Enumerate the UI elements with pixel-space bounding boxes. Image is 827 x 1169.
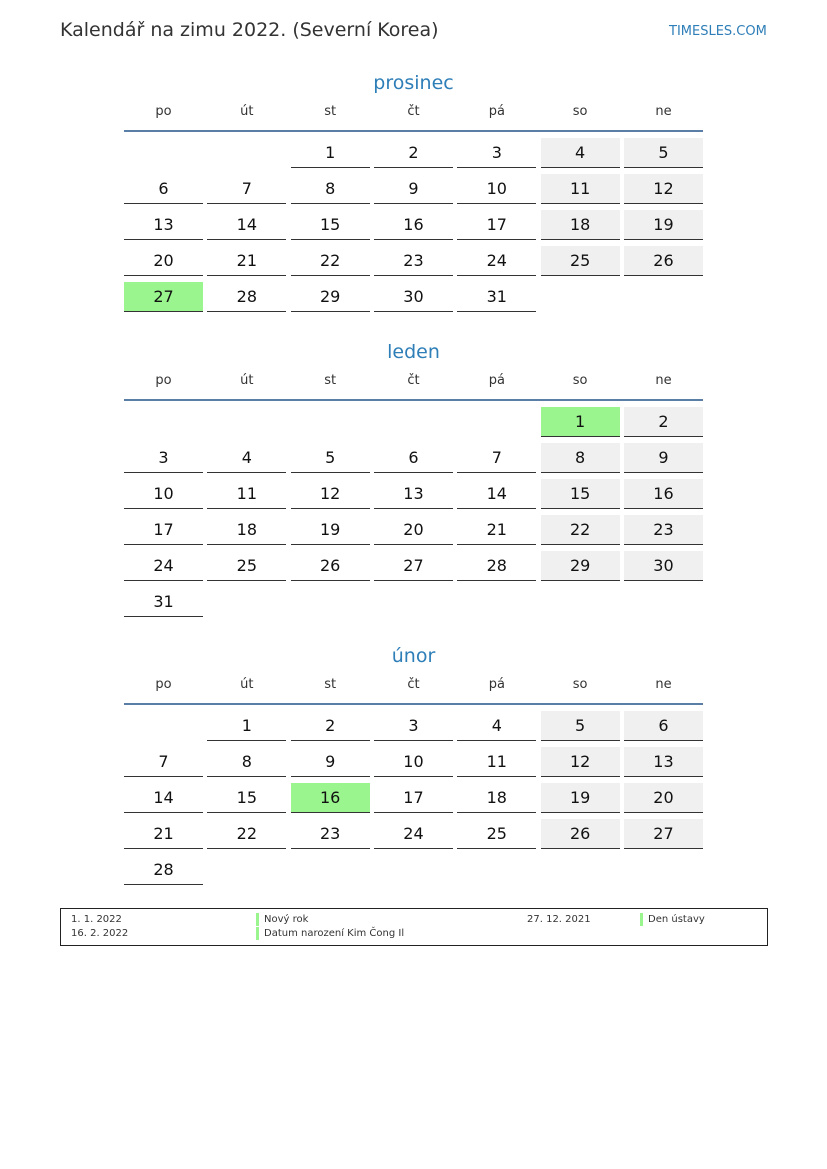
weekday-label: čt xyxy=(407,373,420,388)
weekday-label: čt xyxy=(407,677,420,692)
week-row xyxy=(124,479,703,515)
day-cell: 3 xyxy=(124,443,203,473)
day-cell: 21 xyxy=(124,819,203,849)
empty-day-cell xyxy=(124,138,203,168)
day-cell: 29 xyxy=(291,282,370,312)
weekend-day-cell: 19 xyxy=(624,210,703,240)
legend-date: 1. 1. 2022 xyxy=(71,914,122,925)
weekday-label: so xyxy=(572,677,588,692)
day-cell: 5 xyxy=(291,443,370,473)
empty-day-cell xyxy=(374,587,453,617)
weekday-label: st xyxy=(324,677,337,692)
weekday-header xyxy=(124,104,703,132)
day-cell: 9 xyxy=(291,747,370,777)
weekend-day-cell: 11 xyxy=(541,174,620,204)
day-cell: 2 xyxy=(291,711,370,741)
weekday-label: so xyxy=(572,104,588,119)
week-row xyxy=(124,246,703,282)
legend-date: 27. 12. 2021 xyxy=(527,914,591,925)
day-cell: 14 xyxy=(207,210,286,240)
empty-day-cell xyxy=(207,138,286,168)
page-title: Kalendář na zimu 2022. (Severní Korea) xyxy=(60,19,439,41)
weekday-label: út xyxy=(240,677,254,692)
week-row xyxy=(124,443,703,479)
weekday-header xyxy=(124,677,703,705)
weekday-label: pá xyxy=(488,104,505,119)
day-cell: 3 xyxy=(457,138,536,168)
weekday-label: po xyxy=(155,677,172,692)
holiday-legend xyxy=(60,908,768,946)
legend-name: Datum narození Kim Čong Il xyxy=(256,927,404,940)
day-cell: 23 xyxy=(291,819,370,849)
day-cell: 28 xyxy=(457,551,536,581)
day-cell: 16 xyxy=(374,210,453,240)
weeks-grid xyxy=(124,132,703,318)
day-cell: 18 xyxy=(457,783,536,813)
weekday-label: út xyxy=(240,104,254,119)
day-cell: 8 xyxy=(291,174,370,204)
weekend-day-cell: 8 xyxy=(541,443,620,473)
legend-name: Nový rok xyxy=(256,913,308,926)
week-row xyxy=(124,282,703,318)
weekend-day-cell: 23 xyxy=(624,515,703,545)
day-cell: 14 xyxy=(457,479,536,509)
weekday-label: čt xyxy=(407,104,420,119)
weekend-day-cell: 27 xyxy=(624,819,703,849)
week-row xyxy=(124,855,703,891)
day-cell: 2 xyxy=(374,138,453,168)
day-cell: 24 xyxy=(124,551,203,581)
weekday-header xyxy=(124,373,703,401)
empty-day-cell xyxy=(541,855,620,885)
empty-day-cell xyxy=(291,407,370,437)
month-prosinec xyxy=(124,68,703,318)
day-cell: 24 xyxy=(374,819,453,849)
weekend-day-cell: 26 xyxy=(541,819,620,849)
day-cell: 19 xyxy=(291,515,370,545)
day-cell: 24 xyxy=(457,246,536,276)
day-cell: 30 xyxy=(374,282,453,312)
empty-day-cell xyxy=(124,711,203,741)
day-cell: 10 xyxy=(457,174,536,204)
day-cell: 11 xyxy=(457,747,536,777)
weeks-grid xyxy=(124,401,703,623)
day-cell: 7 xyxy=(207,174,286,204)
weekend-day-cell: 6 xyxy=(624,711,703,741)
day-cell: 7 xyxy=(124,747,203,777)
empty-day-cell xyxy=(457,855,536,885)
day-cell: 7 xyxy=(457,443,536,473)
day-cell: 31 xyxy=(457,282,536,312)
day-cell: 13 xyxy=(124,210,203,240)
day-cell: 15 xyxy=(207,783,286,813)
weekend-day-cell: 18 xyxy=(541,210,620,240)
day-cell: 6 xyxy=(124,174,203,204)
weekday-label: pá xyxy=(488,677,505,692)
empty-day-cell xyxy=(457,407,536,437)
empty-day-cell xyxy=(207,855,286,885)
day-cell: 13 xyxy=(374,479,453,509)
empty-day-cell xyxy=(124,407,203,437)
weekend-day-cell: 13 xyxy=(624,747,703,777)
day-cell: 15 xyxy=(291,210,370,240)
empty-day-cell xyxy=(374,855,453,885)
month-title: prosinec xyxy=(373,72,454,94)
weekend-day-cell: 12 xyxy=(624,174,703,204)
weekday-label: út xyxy=(240,373,254,388)
day-cell: 1 xyxy=(291,138,370,168)
month-leden xyxy=(124,337,703,623)
weekend-day-cell: 29 xyxy=(541,551,620,581)
week-row xyxy=(124,210,703,246)
holiday-day-cell: 1 xyxy=(541,407,620,437)
weekend-day-cell: 12 xyxy=(541,747,620,777)
day-cell: 20 xyxy=(374,515,453,545)
empty-day-cell xyxy=(374,407,453,437)
empty-day-cell xyxy=(457,587,536,617)
empty-day-cell xyxy=(624,282,703,312)
day-cell: 20 xyxy=(124,246,203,276)
weekday-label: po xyxy=(155,104,172,119)
day-cell: 4 xyxy=(207,443,286,473)
weekend-day-cell: 15 xyxy=(541,479,620,509)
day-cell: 8 xyxy=(207,747,286,777)
day-cell: 17 xyxy=(124,515,203,545)
weekend-day-cell: 26 xyxy=(624,246,703,276)
day-cell: 18 xyxy=(207,515,286,545)
day-cell: 17 xyxy=(374,783,453,813)
weekday-label: po xyxy=(155,373,172,388)
weekend-day-cell: 5 xyxy=(541,711,620,741)
day-cell: 6 xyxy=(374,443,453,473)
empty-day-cell xyxy=(541,587,620,617)
weeks-grid xyxy=(124,705,703,891)
day-cell: 27 xyxy=(374,551,453,581)
day-cell: 22 xyxy=(207,819,286,849)
empty-day-cell xyxy=(541,282,620,312)
empty-day-cell xyxy=(291,855,370,885)
empty-day-cell xyxy=(624,855,703,885)
weekend-day-cell: 20 xyxy=(624,783,703,813)
weekend-day-cell: 25 xyxy=(541,246,620,276)
weekday-label: ne xyxy=(655,104,672,119)
day-cell: 10 xyxy=(124,479,203,509)
day-cell: 3 xyxy=(374,711,453,741)
weekend-day-cell: 30 xyxy=(624,551,703,581)
month-unor xyxy=(124,641,703,891)
weekend-day-cell: 16 xyxy=(624,479,703,509)
weekend-day-cell: 9 xyxy=(624,443,703,473)
holiday-day-cell: 16 xyxy=(291,783,370,813)
weekday-label: ne xyxy=(655,373,672,388)
day-cell: 21 xyxy=(457,515,536,545)
weekend-day-cell: 2 xyxy=(624,407,703,437)
day-cell: 28 xyxy=(207,282,286,312)
legend-date: 16. 2. 2022 xyxy=(71,928,129,939)
day-cell: 10 xyxy=(374,747,453,777)
day-cell: 22 xyxy=(291,246,370,276)
weekend-day-cell: 4 xyxy=(541,138,620,168)
weekday-label: pá xyxy=(488,373,505,388)
weekend-day-cell: 19 xyxy=(541,783,620,813)
day-cell: 9 xyxy=(374,174,453,204)
weekday-label: ne xyxy=(655,677,672,692)
site-link[interactable]: TIMESLES.COM xyxy=(669,24,767,39)
empty-day-cell xyxy=(207,587,286,617)
day-cell: 4 xyxy=(457,711,536,741)
weekday-label: st xyxy=(324,373,337,388)
week-row xyxy=(124,515,703,551)
day-cell: 17 xyxy=(457,210,536,240)
month-title: leden xyxy=(387,341,440,363)
day-cell: 14 xyxy=(124,783,203,813)
empty-day-cell xyxy=(207,407,286,437)
weekday-label: so xyxy=(572,373,588,388)
week-row xyxy=(124,747,703,783)
day-cell: 1 xyxy=(207,711,286,741)
week-row xyxy=(124,783,703,819)
day-cell: 26 xyxy=(291,551,370,581)
weekend-day-cell: 22 xyxy=(541,515,620,545)
weekend-day-cell: 5 xyxy=(624,138,703,168)
week-row xyxy=(124,819,703,855)
week-row xyxy=(124,174,703,210)
day-cell: 11 xyxy=(207,479,286,509)
day-cell: 23 xyxy=(374,246,453,276)
day-cell: 12 xyxy=(291,479,370,509)
day-cell: 28 xyxy=(124,855,203,885)
day-cell: 25 xyxy=(207,551,286,581)
week-row xyxy=(124,711,703,747)
week-row xyxy=(124,587,703,623)
empty-day-cell xyxy=(624,587,703,617)
day-cell: 21 xyxy=(207,246,286,276)
day-cell: 31 xyxy=(124,587,203,617)
day-cell: 25 xyxy=(457,819,536,849)
legend-name: Den ústavy xyxy=(640,913,705,926)
week-row xyxy=(124,138,703,174)
empty-day-cell xyxy=(291,587,370,617)
week-row xyxy=(124,407,703,443)
weekday-label: st xyxy=(324,104,337,119)
holiday-day-cell: 27 xyxy=(124,282,203,312)
week-row xyxy=(124,551,703,587)
month-title: únor xyxy=(391,645,436,667)
